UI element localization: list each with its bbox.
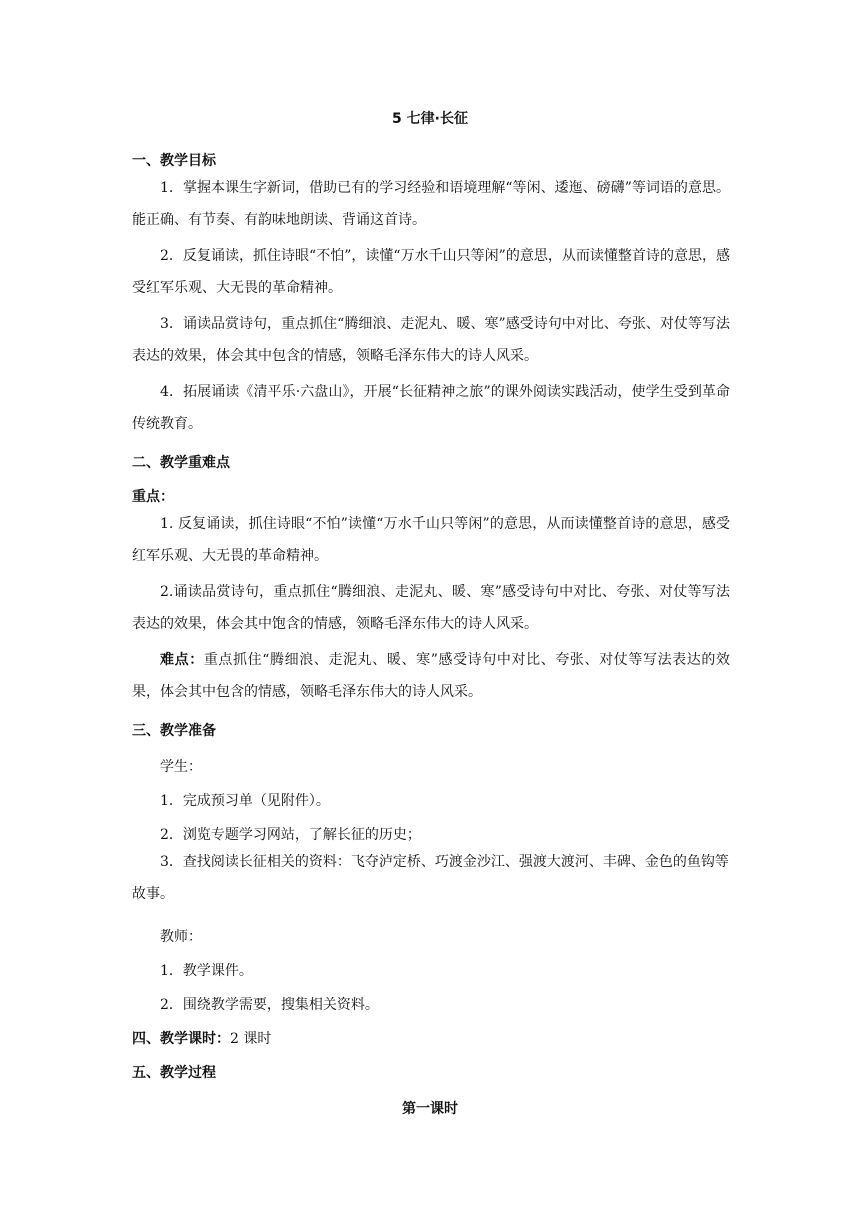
student-item-3: 3．查找阅读长征相关的资料：飞夺泸定桥、巧渡金沙江、强渡大渡河、丰碑、金色的鱼钩等故事。 [132,854,729,902]
key-item-1: 1. 反复诵读，抓住诗眼“不怕”读懂“万水千山只等闲”的意思，从而读懂整首诗的意思，感受红军乐观、大无畏的革命精神。 [132,516,730,564]
section-2-heading: 二、教学重难点 [132,455,230,471]
difficult-text: 重点抓住“腾细浪、走泥丸、暖、寒”感受诗句中对比、夸张、对仗等写法表达的效果，体会其中包含的情感，领略毛泽东伟大的诗人风采。 [132,652,731,700]
section-5-heading: 五、教学过程 [132,1065,216,1081]
teacher-item-1: 1．教学课件。 [160,963,253,979]
section-4 [132,1028,271,1048]
section-3-heading: 三、教学准备 [132,723,216,739]
teacher-item-2: 2．围绕教学需要，搜集相关资料。 [160,997,379,1013]
section-4-value: 2 课时 [230,1031,272,1047]
doc-title: 5 七律·长征 [392,111,468,127]
s1-item-2: 2．反复诵读，抓住诗眼“不怕”，读懂“万水千山只等闲”的意思，从而读懂整首诗的意思，感受红军乐观、大无畏的革命精神。 [132,248,730,296]
difficult-label: 难点： [160,652,204,668]
student-label: 学生： [160,759,202,775]
teacher-label: 教师： [160,929,202,945]
s1-item-4: 4．拓展诵读《清平乐·六盘山》，开展“长征精神之旅”的课外阅读实践活动，使学生受到革命传统教育。 [132,384,730,432]
s1-item-3: 3．诵读品赏诗句，重点抓住“腾细浪、走泥丸、暖、寒”感受诗句中对比、夸张、对仗等写法表达的效果，体会其中包含的情感，领略毛泽东伟大的诗人风采。 [132,316,730,364]
student-item-1: 1．完成预习单（见附件）。 [160,793,330,809]
section-1-heading: 一、教学目标 [132,153,216,169]
first-lesson-heading: 第一课时 [402,1101,458,1117]
key-points-label: 重点： [132,489,174,505]
key-item-2: 2.诵读品赏诗句，重点抓住“腾细浪、走泥丸、暖、寒”感受诗句中对比、夸张、对仗等写法表达的效果，体会其中饱含的情感，领略毛泽东伟大的诗人风采。 [132,584,730,632]
difficult-points [132,644,730,708]
section-4-heading: 四、教学课时： [132,1031,230,1047]
student-item-2: 2．浏览专题学习网站，了解长征的历史； [160,827,421,843]
s1-item-1: 1．掌握本课生字新词，借助已有的学习经验和语境理解“等闲、逶迤、磅礴”等词语的意思。能正确、有节奏、有韵味地朗读、背诵这首诗。 [132,180,730,228]
